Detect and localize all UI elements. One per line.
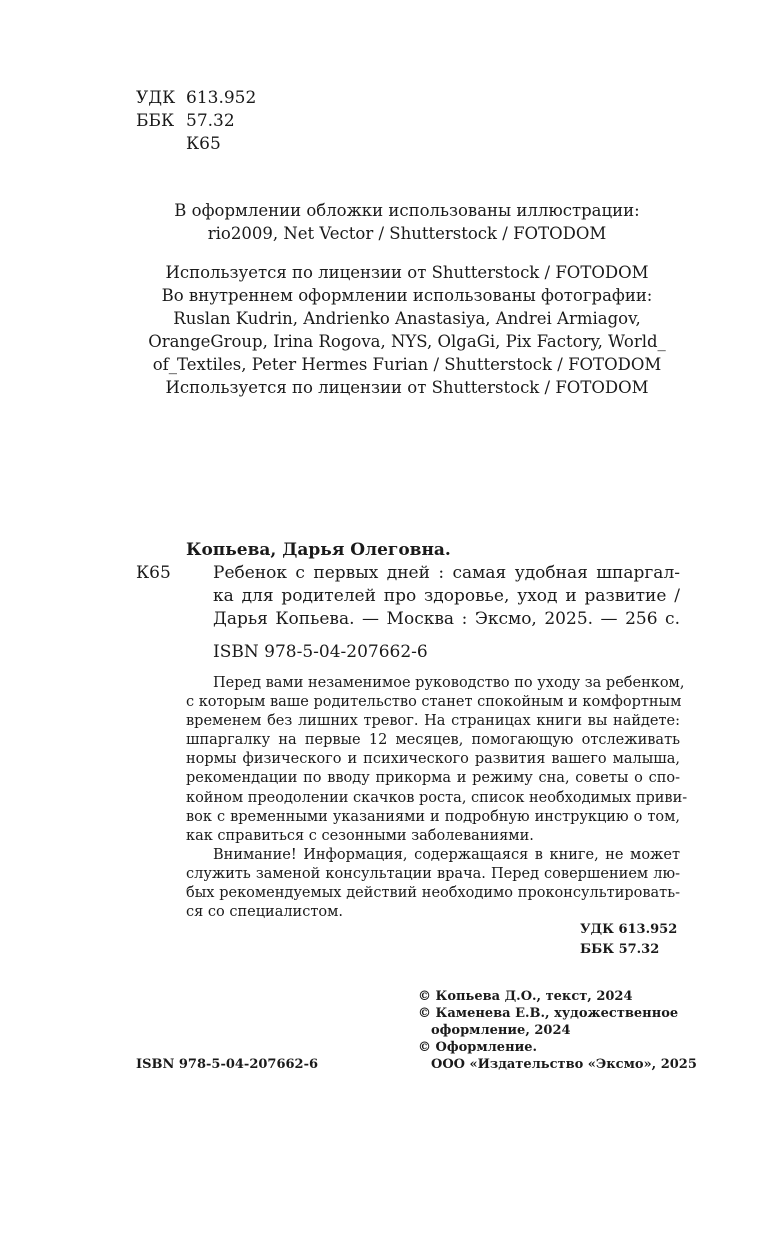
copyright-line: © Каменева Е.В., художественное [418, 1006, 679, 1021]
copyright-line: оформление, 2024 [431, 1023, 571, 1038]
abstract-line: бых рекомендуемых действий необходимо проконсультировать- [186, 885, 680, 902]
credit-line: Во внутреннем оформлении использованы фотографии: [161, 286, 653, 305]
cover-credits [130, 199, 684, 245]
udk-code: 613.952 [186, 88, 257, 108]
interior-credits [130, 261, 684, 399]
copyright-line: ООО «Издательство «Эксмо», 2025 [431, 1057, 697, 1072]
abstract-line: рекомендации по вводу прикорма и режиму сна, советы о спо- [186, 770, 680, 787]
credit-line: rio2009, Net Vector / Shutterstock / FOTODOM [207, 224, 607, 243]
bbk-code: 57.32 [186, 111, 235, 131]
copyright-block [418, 988, 697, 1073]
title-line: ка для родителей про здоровье, уход и развитие / [213, 586, 680, 606]
abstract-line: Внимание! Информация, содержащаяся в книге, не может [213, 846, 680, 863]
abstract-line: служить заменой консультации врача. Перед совершением лю- [186, 865, 680, 882]
copyright-line: © Оформление. [418, 1040, 538, 1055]
abstract [186, 674, 688, 922]
credit-line: of_Textiles, Peter Hermes Furian / Shutterstock / FOTODOM [152, 355, 662, 374]
bbk-label: ББК [136, 111, 175, 131]
title-line: Дарья Копьева. — Москва : Эксмо, 2025. — 256 с. [213, 609, 680, 629]
abstract-line: ся со специалистом. [186, 904, 343, 921]
credit-line: Используется по лицензии от Shutterstock / FOTODOM [165, 378, 649, 397]
isbn-bottom: ISBN 978-5-04-207662-6 [136, 1057, 319, 1072]
record-mark: К65 [136, 563, 171, 583]
abstract-line: койном преодолении скачков роста, список необходимых приви- [186, 789, 688, 806]
title-line: Ребенок с первых дней : самая удобная шпаргал- [213, 563, 680, 583]
credit-line: OrangeGroup, Irina Rogova, NYS, OlgaGi, Pix Factory, World_ [148, 332, 666, 351]
credit-line: Используется по лицензии от Shutterstock / FOTODOM [165, 263, 649, 282]
record-isbn: ISBN 978-5-04-207662-6 [213, 642, 428, 662]
abstract-line: шпаргалку на первые 12 месяцев, помогающую отслеживать [186, 732, 680, 749]
udk-small: УДК 613.952 [580, 922, 678, 937]
abstract-line: временем без лишних тревог. На страницах книги вы найдете: [186, 713, 680, 730]
abstract-line: вок с временными указаниями и подробную инструкцию о том, [186, 808, 680, 825]
udk-label: УДК [136, 88, 176, 108]
credit-line: В оформлении обложки использованы иллюстрации: [174, 201, 640, 220]
abstract-line: Перед вами незаменимое руководство по уходу за ребенком, [213, 675, 685, 691]
record-title [213, 562, 680, 631]
credit-line: Ruslan Kudrin, Andrienko Anastasiya, Andrei Armiagov, [173, 309, 641, 328]
record-author: Копьева, Дарья Олеговна. [186, 540, 451, 560]
bbk-small: ББК 57.32 [580, 942, 660, 957]
abstract-line: нормы физического и психического развития вашего малыша, [186, 751, 680, 768]
abstract-line: как справиться с сезонными заболеваниями. [186, 827, 534, 844]
copyright-line: © Копьева Д.О., текст, 2024 [418, 989, 633, 1004]
author-mark: К65 [186, 134, 221, 154]
abstract-line: с которым ваше родительство станет спокойным и комфортным [186, 694, 682, 711]
